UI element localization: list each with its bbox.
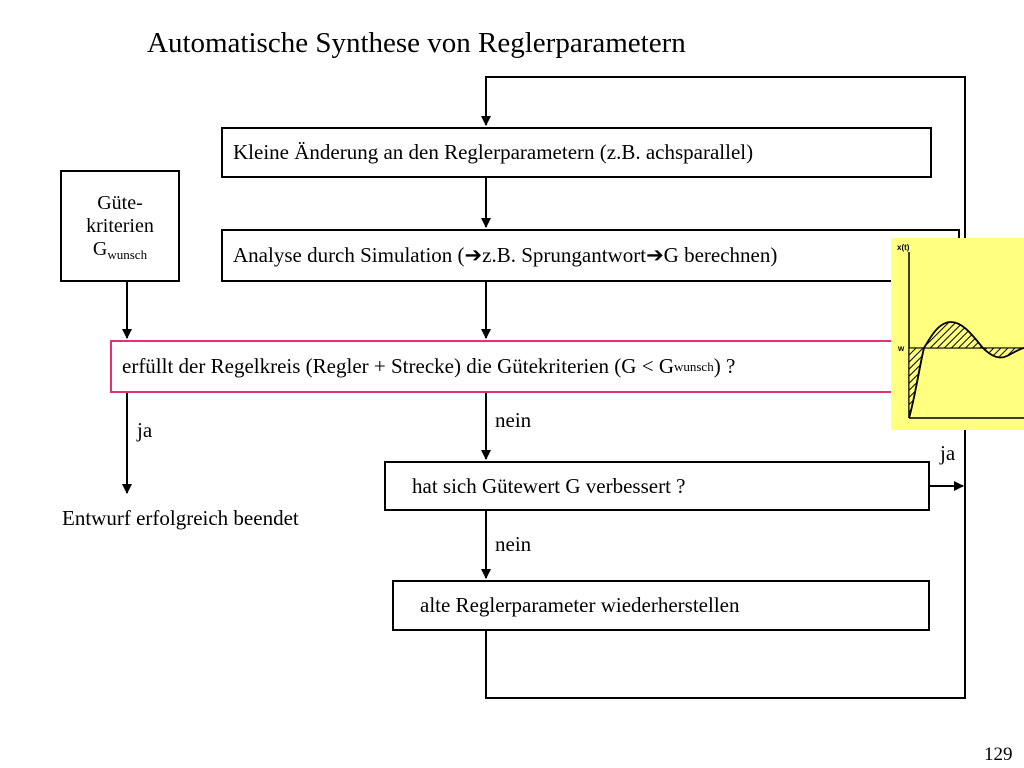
criteria-text-prefix: erfüllt der Regelkreis (Regler + Strecke) die Gütekriterien (G < G (122, 354, 674, 378)
simulation-text-prefix: Analyse durch Simulation ( (233, 243, 465, 267)
page-number: 129 (984, 744, 1013, 765)
change-parameters-text: Kleine Änderung an den Reglerparametern (z.B. achsparallel) (233, 140, 754, 164)
change-parameters-box (221, 127, 932, 178)
design-finished-label: Entwurf erfolgreich beendet (62, 506, 299, 530)
step-response-inset (891, 238, 1024, 430)
improvement-check-box (384, 461, 930, 511)
simulation-text-suffix: G berechnen) (663, 243, 778, 267)
label-nein-improved: nein (495, 532, 532, 556)
restore-parameters-box (392, 580, 930, 631)
quality-criteria-line2: kriterien (86, 214, 154, 237)
arrow-right-icon: ➔ (646, 243, 664, 267)
simulation-text-middle: z.B. Sprungantwort (482, 243, 647, 267)
label-nein-criteria: nein (495, 408, 532, 432)
label-ja-success: ja (137, 418, 153, 442)
restore-parameters-text: alte Reglerparameter wiederherstellen (420, 593, 740, 617)
arrow-right-icon: ➔ (464, 243, 483, 267)
quality-criteria-box (60, 170, 180, 282)
quality-criteria-subscript: wunsch (107, 246, 148, 262)
improvement-check-text: hat sich Gütewert G verbessert ? (412, 473, 686, 498)
inset-w-label: w (898, 344, 905, 353)
quality-criteria-line1: Güte- (97, 191, 143, 214)
criteria-check-box: erfüllt der Regelkreis (Regler + Strecke) die Gütekriterien (G < G wunsch ) ? (110, 340, 897, 393)
inset-x-label: x(t) (897, 243, 910, 252)
criteria-text-suffix: ) ? (713, 354, 736, 378)
page-title: Automatische Synthese von Reglerparametern (147, 27, 686, 59)
simulation-box (221, 229, 960, 282)
label-ja-improved: ja (940, 441, 956, 465)
quality-criteria-line3: $G_{wunsch}$ (92, 237, 148, 262)
